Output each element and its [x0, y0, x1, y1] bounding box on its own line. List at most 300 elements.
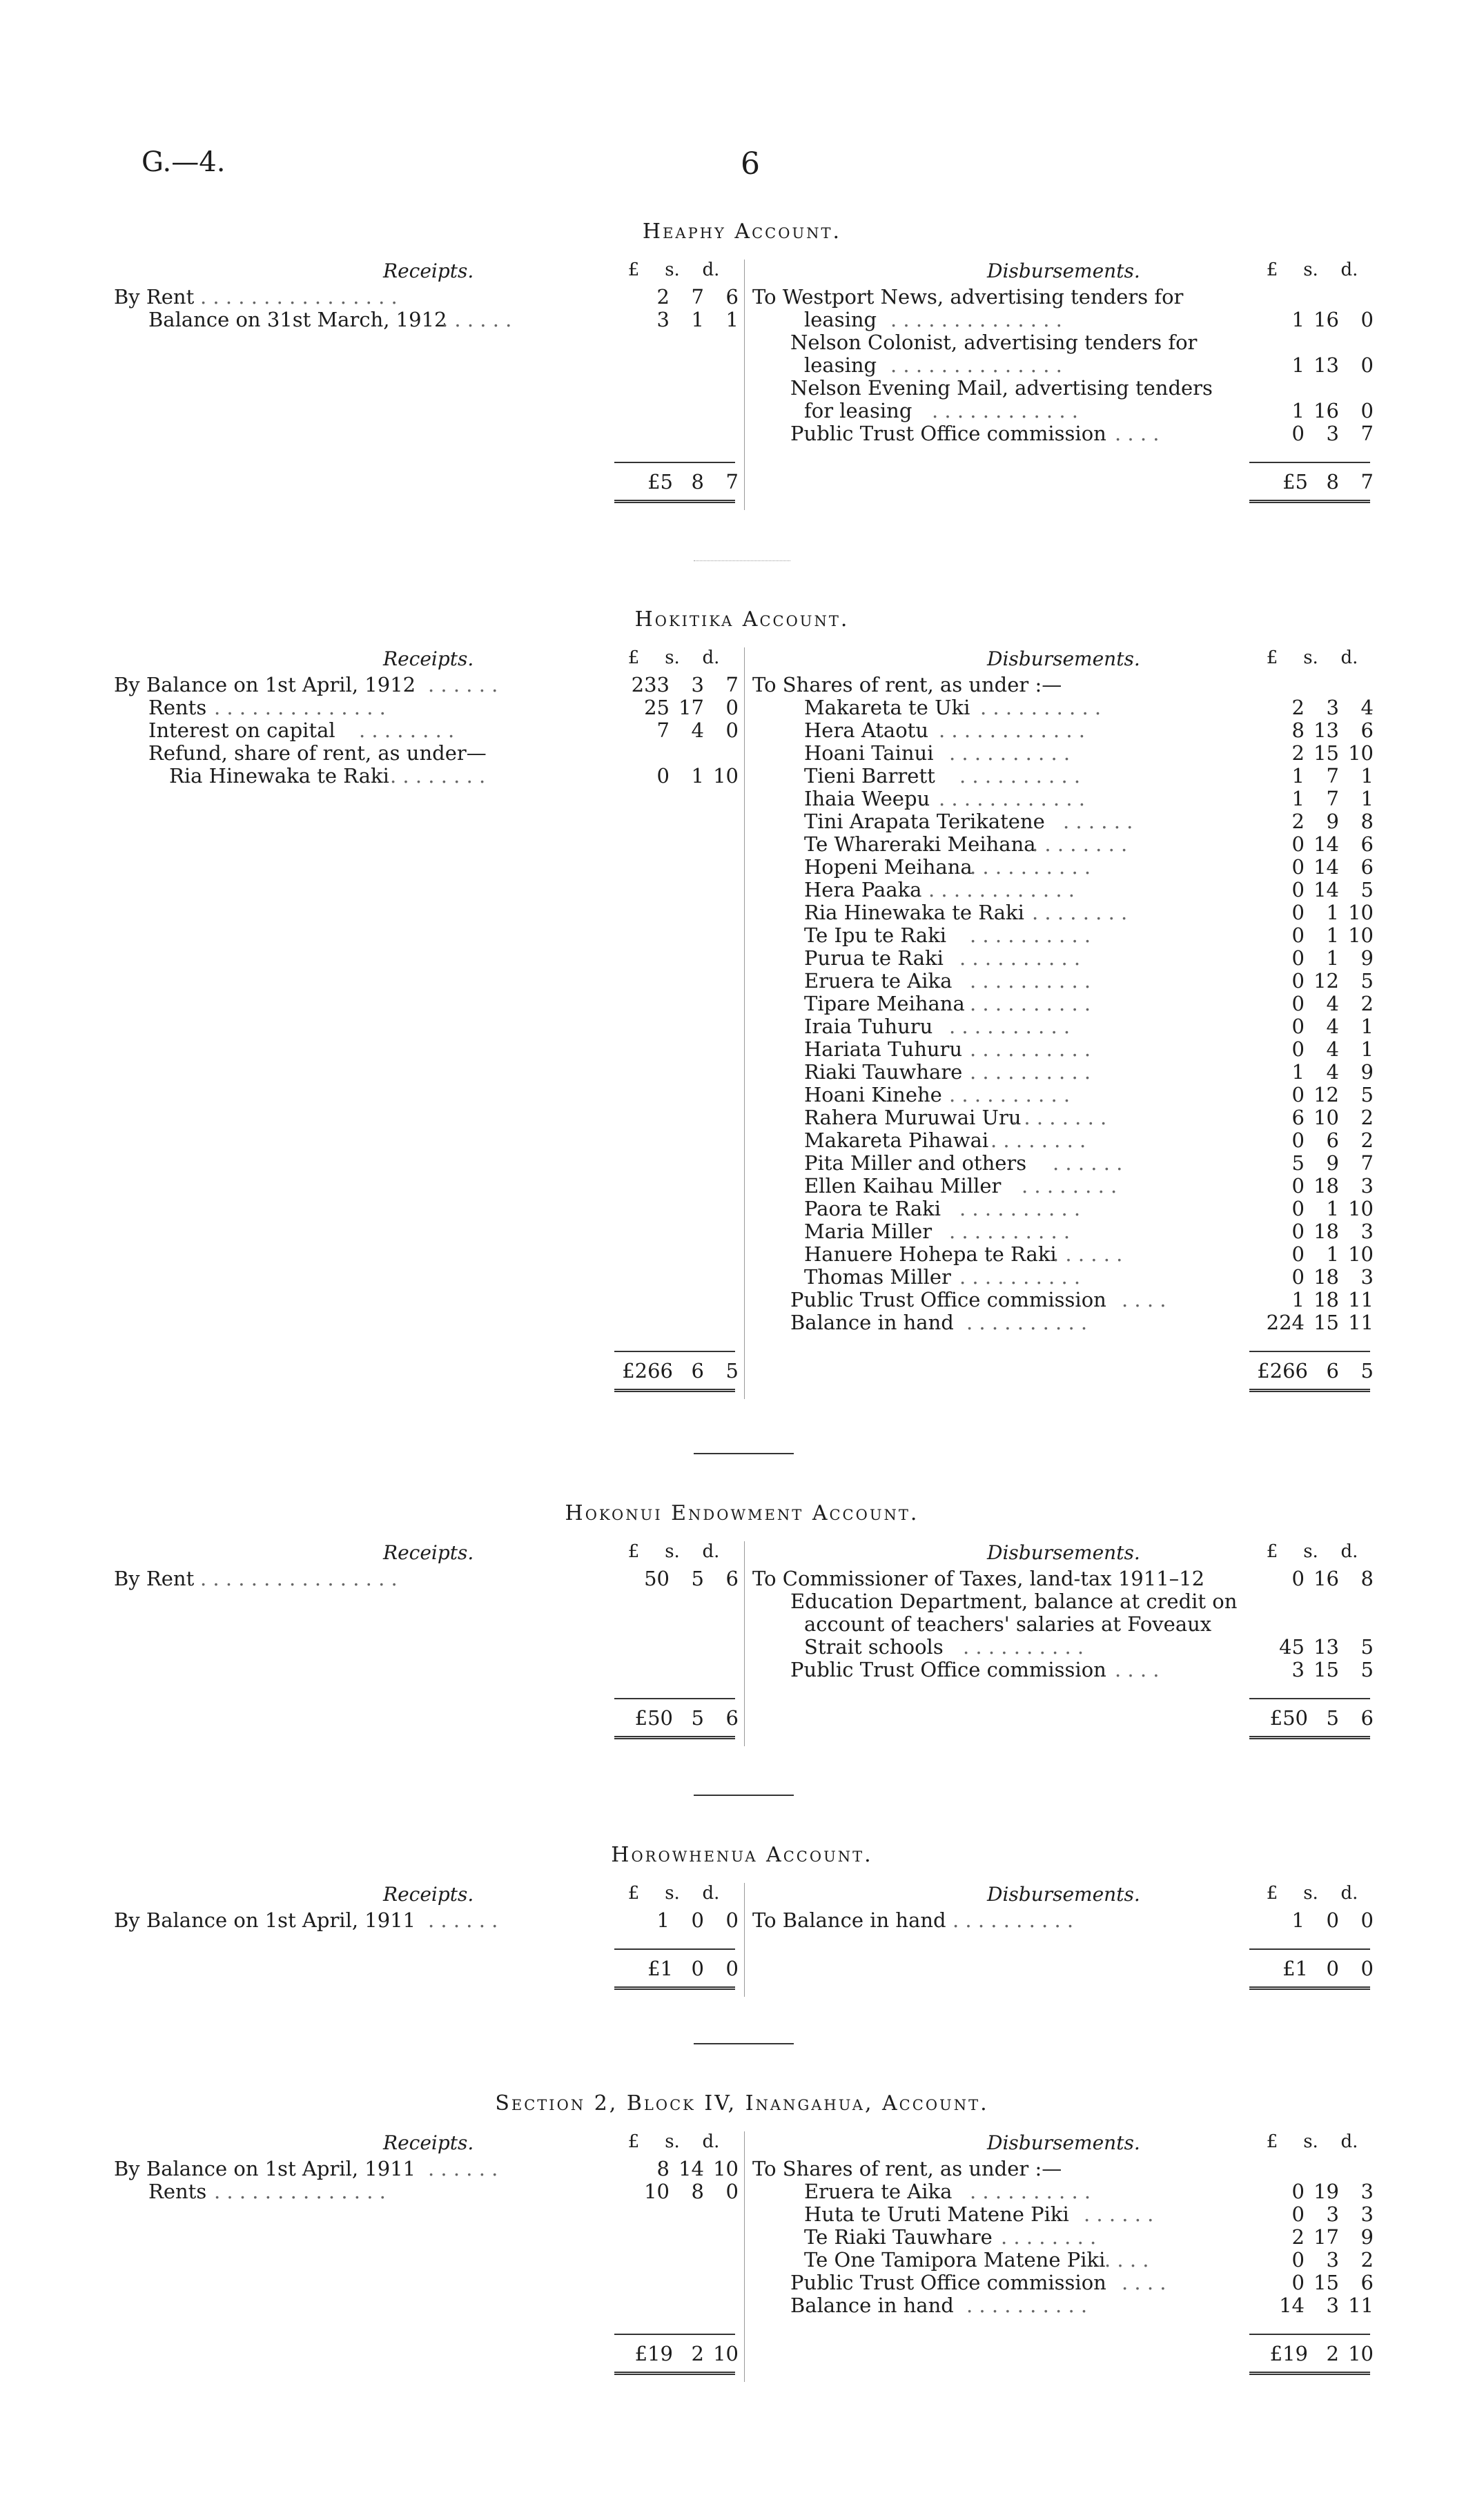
- row-text: Public Trust Office commission: [790, 422, 1106, 445]
- dot-leader: . . . . . . . .: [1032, 832, 1128, 856]
- dot-leader: . . . .: [1104, 2248, 1149, 2271]
- disbursements-heading: Disbursements.: [987, 260, 1140, 282]
- amount-shillings: 3: [1326, 2294, 1339, 2317]
- amount-pence: 8: [1360, 1567, 1374, 1590]
- total-double-rule: [1249, 1389, 1370, 1392]
- disbursements-total: [1242, 1706, 1374, 1730]
- dot-leader: . . . . . . . .: [1032, 901, 1128, 924]
- row-text: Refund, share of rent, as under—: [148, 741, 487, 765]
- amount-shillings: 14: [1314, 855, 1339, 879]
- row-text: Hopeni Meihana: [804, 855, 973, 879]
- currency-unit: d.: [1340, 1883, 1358, 1904]
- row-text: Rahera Muruwai Uru: [804, 1106, 1022, 1129]
- amount-pence: 2: [1360, 1129, 1374, 1152]
- row-text: Hoani Kinehe: [804, 1083, 942, 1106]
- currency-unit: £: [627, 2131, 640, 2152]
- amount-pence: 1: [1360, 1015, 1374, 1038]
- row-text: By Balance on 1st April, 1911: [114, 1908, 416, 1932]
- currency-unit: £: [1266, 647, 1278, 668]
- row-text: Education Department, balance at credit on: [790, 1590, 1238, 1613]
- amount-pounds: 0: [1291, 1129, 1305, 1152]
- page-id: G.—4.: [141, 146, 226, 178]
- dot-leader: . . . . . .: [428, 673, 498, 696]
- amount-pounds: 0: [1291, 855, 1305, 879]
- page-number: 6: [741, 146, 760, 182]
- dot-leader: . . . . . . . . . .: [970, 924, 1091, 947]
- receipt-amount: [607, 2157, 739, 2180]
- receipts-total: [607, 470, 739, 494]
- sum-rule: [1249, 462, 1370, 463]
- dot-leader: . . . . . . . . . .: [949, 741, 1071, 765]
- row-text: Balance in hand: [790, 2294, 954, 2317]
- total-pounds: £266: [1257, 1359, 1308, 1382]
- amount-shillings: 3: [1326, 2248, 1339, 2271]
- row-text: To Shares of rent, as under :—: [752, 2157, 1062, 2180]
- receipt-amount: [607, 696, 739, 719]
- amount-shillings: 14: [1314, 832, 1339, 856]
- row-text: account of teachers' salaries at Foveaux: [804, 1612, 1212, 1636]
- amount-pence: 9: [1360, 1060, 1374, 1084]
- disbursement-amount: [1242, 1908, 1374, 1932]
- amount-pence: 10: [1348, 924, 1374, 947]
- row-text: Pita Miller and others: [804, 1151, 1027, 1175]
- amount-pounds: 0: [1291, 1220, 1305, 1243]
- amount-pence: 3: [1360, 1265, 1374, 1289]
- row-text: To Westport News, advertising tenders for: [752, 285, 1184, 309]
- amount-pence: 1: [1360, 787, 1374, 810]
- row-text: Nelson Evening Mail, advertising tenders: [790, 376, 1213, 400]
- receipt-amount: [607, 308, 739, 331]
- amount-pence: 0: [1360, 308, 1374, 331]
- amount-shillings: 12: [1314, 1083, 1339, 1106]
- total-pounds: £266: [622, 1359, 673, 1382]
- disbursements-heading: Disbursements.: [987, 2131, 1140, 2154]
- amount-pounds: 1: [1291, 1288, 1305, 1311]
- currency-unit: s.: [1303, 1541, 1318, 1562]
- row-text: Eruera te Aika: [804, 969, 953, 993]
- amount-shillings: 18: [1314, 1288, 1339, 1311]
- disbursement-amount: [1242, 308, 1374, 331]
- row-text: Tipare Meihana: [804, 992, 965, 1015]
- amount-pounds: 0: [1291, 422, 1305, 445]
- row-text: for leasing: [804, 399, 912, 422]
- sum-rule: [1249, 1698, 1370, 1699]
- total-shillings: 2: [691, 2342, 704, 2365]
- total-shillings: 6: [1326, 1359, 1339, 1382]
- amount-pounds: 1: [1291, 787, 1305, 810]
- disbursements-total: [1242, 1957, 1374, 1980]
- row-text: Ihaia Weepu: [804, 787, 930, 810]
- amount-shillings: 19: [1314, 2180, 1339, 2203]
- row-text: Tieni Barrett: [804, 764, 935, 788]
- disbursement-amount: [1242, 399, 1374, 422]
- amount-pounds: 3: [1291, 1658, 1305, 1681]
- amount-pounds: 0: [1291, 992, 1305, 1015]
- amount-pounds: 0: [1291, 1265, 1305, 1289]
- amount-shillings: 7: [1326, 787, 1339, 810]
- dot-leader: . . . . . . . . . .: [966, 2294, 1088, 2317]
- dot-leader: . . . . . .: [428, 1908, 498, 1932]
- total-shillings: 8: [691, 470, 704, 494]
- amount-pence: 7: [725, 673, 739, 696]
- row-text: By Balance on 1st April, 1912: [114, 673, 416, 696]
- amount-shillings: 15: [1314, 1311, 1339, 1334]
- currency-header: [1253, 1883, 1370, 1904]
- currency-header: [1253, 260, 1370, 280]
- currency-unit: £: [1266, 260, 1278, 280]
- dot-leader: . . . . . . . . . . . . . .: [890, 308, 1062, 331]
- disbursement-amount: [1242, 901, 1374, 924]
- dot-leader: . . . . . . . . . .: [963, 1635, 1084, 1659]
- disbursement-amount: [1242, 1311, 1374, 1334]
- row-text: leasing: [804, 353, 877, 377]
- disbursement-amount: [1242, 992, 1374, 1015]
- amount-shillings: 4: [691, 719, 704, 742]
- amount-pence: 10: [713, 2157, 739, 2180]
- currency-unit: d.: [702, 260, 720, 280]
- dot-leader: . . . .: [1115, 422, 1160, 445]
- disbursement-amount: [1242, 1129, 1374, 1152]
- currency-unit: £: [1266, 2131, 1278, 2152]
- receipts-heading: Receipts.: [383, 1541, 474, 1564]
- amount-pence: 0: [725, 696, 739, 719]
- amount-pence: 6: [1360, 719, 1374, 742]
- column-divider: [744, 260, 745, 510]
- total-pence: 6: [725, 1706, 739, 1730]
- row-text: Hariata Tuhuru: [804, 1037, 963, 1061]
- disbursement-amount: [1242, 2248, 1374, 2271]
- sum-rule: [614, 1698, 735, 1699]
- total-double-rule: [614, 500, 735, 503]
- currency-unit: £: [1266, 1541, 1278, 1562]
- row-text: Balance in hand: [790, 1311, 954, 1334]
- currency-unit: s.: [1303, 647, 1318, 668]
- row-text: Ria Hinewaka te Raki: [804, 901, 1024, 924]
- dot-leader: . . . . . . . . . .: [949, 1220, 1071, 1243]
- dot-leader: . . . . . . . . . . . . . .: [214, 696, 386, 719]
- dot-leader: . . . . . . . . . .: [953, 1908, 1074, 1932]
- receipt-amount: [607, 764, 739, 788]
- amount-pounds: 1: [1291, 1908, 1305, 1932]
- amount-pounds: 6: [1291, 1106, 1305, 1129]
- amount-pence: 1: [1360, 1037, 1374, 1061]
- disbursement-amount: [1242, 1567, 1374, 1590]
- amount-pence: 7: [1360, 422, 1374, 445]
- amount-pence: 2: [1360, 1106, 1374, 1129]
- currency-header: [614, 647, 732, 668]
- disbursement-amount: [1242, 422, 1374, 445]
- currency-unit: d.: [702, 1541, 720, 1562]
- total-double-rule: [614, 1986, 735, 1990]
- dot-leader: . . . . . . . . . .: [970, 2180, 1091, 2203]
- total-pounds: £50: [1269, 1706, 1308, 1730]
- dot-leader: . . . . . . . . . .: [966, 1311, 1088, 1334]
- total-shillings: 0: [691, 1957, 704, 1980]
- receipts-heading: Receipts.: [383, 1883, 474, 1906]
- total-shillings: 6: [691, 1359, 704, 1382]
- total-double-rule: [1249, 2372, 1370, 2375]
- amount-pounds: 3: [656, 308, 670, 331]
- row-text: Hera Ataotu: [804, 719, 928, 742]
- row-text: Interest on capital: [148, 719, 335, 742]
- total-pence: 5: [725, 1359, 739, 1382]
- row-text: Tini Arapata Terikatene: [804, 810, 1045, 833]
- dot-leader: . . . . . . . . . .: [970, 1037, 1091, 1061]
- currency-unit: s.: [1303, 260, 1318, 280]
- dot-leader: . . . . . . . . . .: [959, 764, 1081, 788]
- disbursement-amount: [1242, 1174, 1374, 1198]
- disbursement-amount: [1242, 2202, 1374, 2226]
- dot-leader: . . . . . . . . . .: [980, 696, 1102, 719]
- disbursement-amount: [1242, 1037, 1374, 1061]
- row-text: To Commissioner of Taxes, land-tax 1911–12: [752, 1567, 1205, 1590]
- row-text: Riaki Tauwhare: [804, 1060, 963, 1084]
- amount-shillings: 3: [691, 673, 704, 696]
- currency-unit: s.: [1303, 1883, 1318, 1904]
- amount-shillings: 12: [1314, 969, 1339, 993]
- amount-pence: 3: [1360, 1174, 1374, 1198]
- receipts-total: [607, 1706, 739, 1730]
- currency-unit: £: [627, 647, 640, 668]
- amount-pence: 10: [1348, 901, 1374, 924]
- total-pence: 0: [1360, 1957, 1374, 1980]
- amount-shillings: 1: [1326, 901, 1339, 924]
- currency-unit: £: [627, 1541, 640, 1562]
- amount-shillings: 17: [1314, 2225, 1339, 2249]
- disbursement-amount: [1242, 1242, 1374, 1266]
- disbursements-total: [1242, 470, 1374, 494]
- receipts-heading: Receipts.: [383, 647, 474, 670]
- total-pence: 6: [1360, 1706, 1374, 1730]
- row-text: Public Trust Office commission: [790, 2271, 1106, 2294]
- amount-pounds: 45: [1279, 1635, 1305, 1659]
- amount-shillings: 15: [1314, 2271, 1339, 2294]
- sum-rule: [1249, 1948, 1370, 1950]
- row-text: Iraia Tuhuru: [804, 1015, 933, 1038]
- row-text: Te Ipu te Raki: [804, 924, 947, 947]
- disbursement-amount: [1242, 946, 1374, 970]
- disbursement-amount: [1242, 2294, 1374, 2317]
- amount-pounds: 8: [656, 2157, 670, 2180]
- disbursement-amount: [1242, 1060, 1374, 1084]
- total-double-rule: [1249, 1736, 1370, 1739]
- total-pounds: £50: [634, 1706, 673, 1730]
- amount-pence: 6: [1360, 2271, 1374, 2294]
- receipts-heading: Receipts.: [383, 260, 474, 282]
- disbursement-amount: [1242, 2225, 1374, 2249]
- dot-leader: . . . . . . . . . .: [949, 1015, 1071, 1038]
- amount-pence: 5: [1360, 1083, 1374, 1106]
- amount-pounds: 0: [1291, 1083, 1305, 1106]
- total-pounds: £5: [647, 470, 673, 494]
- amount-pence: 0: [725, 2180, 739, 2203]
- currency-unit: d.: [702, 1883, 720, 1904]
- disbursement-amount: [1242, 1015, 1374, 1038]
- amount-pence: 11: [1348, 1311, 1374, 1334]
- amount-pounds: 2: [1291, 2225, 1305, 2249]
- dot-leader: . . . . . . . . . .: [970, 992, 1091, 1015]
- amount-pounds: 2: [1291, 810, 1305, 833]
- amount-pence: 2: [1360, 992, 1374, 1015]
- total-pounds: £5: [1282, 470, 1308, 494]
- amount-shillings: 10: [1314, 1106, 1339, 1129]
- amount-shillings: 16: [1314, 308, 1339, 331]
- disbursement-amount: [1242, 969, 1374, 993]
- amount-pence: 6: [725, 285, 739, 309]
- currency-unit: d.: [1340, 260, 1358, 280]
- amount-pounds: 2: [1291, 741, 1305, 765]
- amount-pence: 0: [725, 719, 739, 742]
- currency-unit: £: [1266, 1883, 1278, 1904]
- currency-header: [1253, 647, 1370, 668]
- amount-pounds: 0: [1291, 1242, 1305, 1266]
- currency-header: [614, 1541, 732, 1562]
- dot-leader: . . . . . . . .: [1001, 2225, 1097, 2249]
- total-pence: 5: [1360, 1359, 1374, 1382]
- currency-unit: £: [627, 260, 640, 280]
- dot-leader: . . . . . . . . . .: [970, 1060, 1091, 1084]
- amount-pence: 0: [1360, 353, 1374, 377]
- row-text: By Rent: [114, 1567, 195, 1590]
- dot-leader: . . . . . . . . . .: [959, 946, 1081, 970]
- amount-pounds: 0: [1291, 2271, 1305, 2294]
- amount-pence: 10: [1348, 741, 1374, 765]
- amount-pounds: 50: [644, 1567, 670, 1590]
- amount-pence: 5: [1360, 969, 1374, 993]
- amount-shillings: 5: [691, 1567, 704, 1590]
- dot-leader: . . . . . . . .: [359, 719, 455, 742]
- amount-shillings: 14: [678, 2157, 704, 2180]
- amount-shillings: 1: [1326, 1242, 1339, 1266]
- dot-leader: . . . . . . . . . . . .: [928, 878, 1075, 901]
- amount-pence: 3: [1360, 2180, 1374, 2203]
- row-text: By Balance on 1st April, 1911: [114, 2157, 416, 2180]
- sum-rule: [614, 462, 735, 463]
- dot-leader: . . . . . . . .: [1022, 1174, 1117, 1198]
- amount-pence: 9: [1360, 946, 1374, 970]
- sum-rule: [1249, 2334, 1370, 2335]
- dot-leader: . . . . . .: [428, 2157, 498, 2180]
- amount-pounds: 0: [1291, 969, 1305, 993]
- total-double-rule: [614, 1736, 735, 1739]
- currency-unit: s.: [665, 647, 680, 668]
- dot-leader: . . . . . . . . . . . . . .: [890, 353, 1062, 377]
- amount-pence: 0: [1360, 399, 1374, 422]
- amount-pounds: 5: [1291, 1151, 1305, 1175]
- receipt-amount: [607, 2180, 739, 2203]
- row-text: Balance on 31st March, 1912: [148, 308, 447, 331]
- currency-unit: d.: [702, 2131, 720, 2152]
- dot-leader: . . . . . . . . . . . .: [939, 719, 1086, 742]
- amount-pounds: 14: [1279, 2294, 1305, 2317]
- amount-pounds: 0: [1291, 2202, 1305, 2226]
- row-text: Ellen Kaihau Miller: [804, 1174, 1002, 1198]
- amount-pence: 10: [1348, 1197, 1374, 1220]
- amount-shillings: 3: [1326, 422, 1339, 445]
- row-text: Purua te Raki: [804, 946, 944, 970]
- amount-pounds: 1: [656, 1908, 670, 1932]
- sum-rule: [1249, 1351, 1370, 1352]
- amount-pounds: 2: [1291, 696, 1305, 719]
- row-text: Nelson Colonist, advertising tenders for: [790, 331, 1198, 354]
- account-title: Heaphy Account.: [642, 219, 842, 244]
- amount-pence: 5: [1360, 878, 1374, 901]
- disbursement-amount: [1242, 696, 1374, 719]
- currency-unit: d.: [1340, 647, 1358, 668]
- row-text: Paora te Raki: [804, 1197, 941, 1220]
- disbursement-amount: [1242, 2180, 1374, 2203]
- account-title: Hokonui Endowment Account.: [565, 1501, 919, 1525]
- amount-pounds: 0: [1291, 901, 1305, 924]
- amount-pounds: 0: [1291, 832, 1305, 856]
- amount-shillings: 3: [1326, 696, 1339, 719]
- amount-pounds: 0: [1291, 924, 1305, 947]
- disbursement-amount: [1242, 1197, 1374, 1220]
- row-text: Makareta te Uki: [804, 696, 970, 719]
- amount-shillings: 13: [1314, 353, 1339, 377]
- amount-shillings: 15: [1314, 741, 1339, 765]
- disbursement-amount: [1242, 832, 1374, 856]
- row-text: Strait schools: [804, 1635, 944, 1659]
- amount-shillings: 13: [1314, 1635, 1339, 1659]
- dot-leader: . . . . . . . . . . . . . . . .: [200, 1567, 398, 1590]
- amount-shillings: 3: [1326, 2202, 1339, 2226]
- sum-rule: [614, 1948, 735, 1950]
- amount-pounds: 0: [1291, 1197, 1305, 1220]
- amount-pounds: 0: [1291, 946, 1305, 970]
- total-pence: 7: [725, 470, 739, 494]
- total-shillings: 5: [691, 1706, 704, 1730]
- dot-leader: . . . . . . . . . .: [959, 1197, 1081, 1220]
- currency-unit: s.: [665, 1541, 680, 1562]
- total-pounds: £19: [1269, 2342, 1308, 2365]
- dot-leader: . . . . . . . .: [990, 1129, 1086, 1152]
- row-text: Rents: [148, 696, 207, 719]
- dot-leader: . . . . . . . . . . . .: [932, 399, 1079, 422]
- column-divider: [744, 1541, 745, 1746]
- amount-pence: 1: [725, 308, 739, 331]
- amount-pounds: 0: [1291, 878, 1305, 901]
- receipt-amount: [607, 673, 739, 696]
- amount-shillings: 4: [1326, 1037, 1339, 1061]
- currency-unit: s.: [665, 260, 680, 280]
- total-shillings: 0: [1326, 1957, 1339, 1980]
- dot-leader: . . . . . . . . . . . . . . . .: [200, 285, 398, 309]
- amount-shillings: 16: [1314, 399, 1339, 422]
- amount-shillings: 1: [691, 764, 704, 788]
- total-double-rule: [1249, 1986, 1370, 1990]
- amount-shillings: 7: [691, 285, 704, 309]
- amount-shillings: 9: [1326, 810, 1339, 833]
- currency-header: [614, 2131, 732, 2152]
- amount-pence: 3: [1360, 1220, 1374, 1243]
- receipt-amount: [607, 719, 739, 742]
- amount-pounds: 25: [644, 696, 670, 719]
- amount-pounds: 8: [1291, 719, 1305, 742]
- total-double-rule: [1249, 500, 1370, 503]
- sum-rule: [614, 2334, 735, 2335]
- amount-pence: 10: [1348, 1242, 1374, 1266]
- amount-pounds: 224: [1266, 1311, 1305, 1334]
- disbursement-amount: [1242, 741, 1374, 765]
- row-text: Huta te Uruti Matene Piki: [804, 2202, 1069, 2226]
- amount-pence: 5: [1360, 1658, 1374, 1681]
- row-text: Hoani Tainui: [804, 741, 934, 765]
- account-title: Hokitika Account.: [634, 607, 850, 632]
- receipts-total: [607, 1957, 739, 1980]
- amount-pounds: 0: [1291, 1567, 1305, 1590]
- dot-leader: . . . . . . . . . .: [959, 1265, 1081, 1289]
